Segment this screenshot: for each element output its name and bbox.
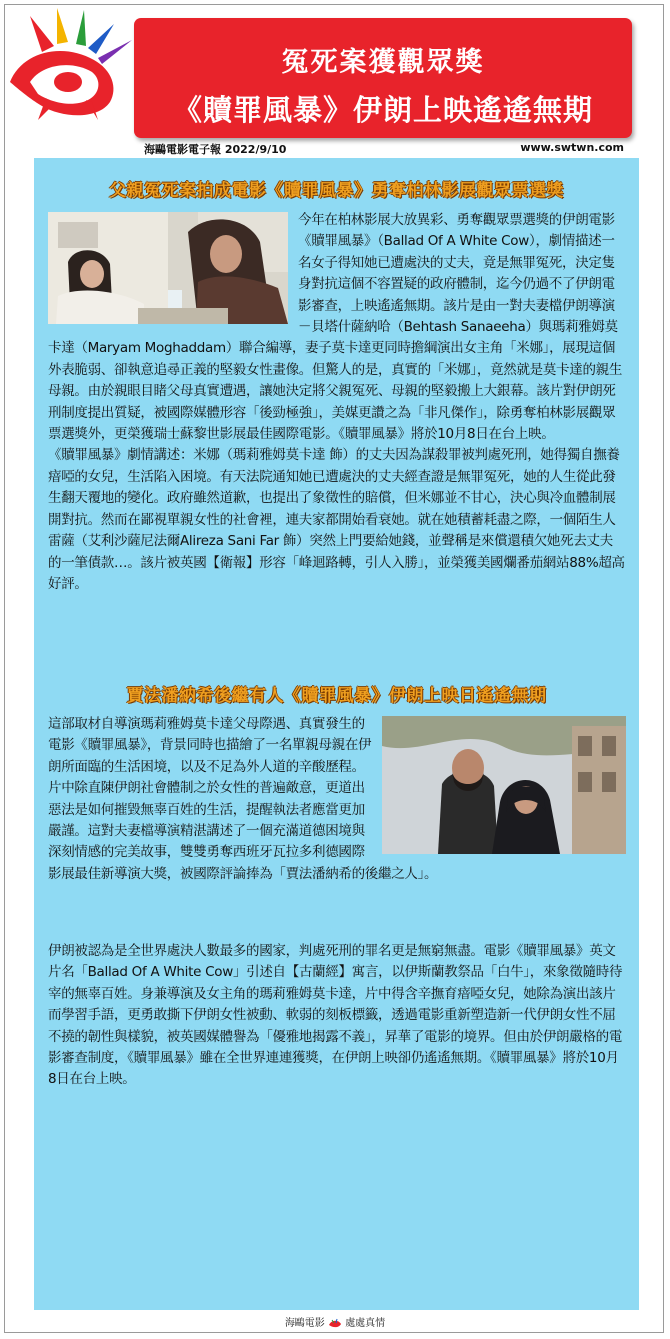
section-heading-2: 賈法潘納希後繼有人《贖罪風暴》伊朗上映日遙遙無期 — [126, 686, 547, 706]
section-heading-1: 父親冤死案拍成電影《贖罪風暴》勇奪柏林影展觀眾票選獎 — [109, 181, 564, 201]
paragraph-4: 伊朗被認為是全世界處決人數最多的國家，判處死刑的罪名更是無窮無盡。電影《贖罪風暴》英文片名「Ballad Of A White Cow」引述自【古蘭經】寓言，以伊斯蘭教祭品「白牛」，來象徵隨時待宰的無辜百姓。身兼導演及女主角的瑪莉雅姆莫卡達，片中得含辛撫育瘖啞女兒，她除為演出該片而學習手語，更勇敢撕下伊朗女性被動、軟弱的刻板標籤，透過電影重新塑造新一代伊朗女性不屈不撓的韌性與樣貌，被英國媒體譽為「優雅地揭露不義」，昇華了電影的境界。但由於伊朗嚴格的電影審查制度，《贖罪風暴》雖在全世界連連獲獎，在伊朗上映卻仍遙遙無期。《贖罪風暴》將於10月8日在台上映。 — [48, 943, 623, 1088]
paragraph-1: 今年在柏林影展大放異彩、勇奪觀眾票選獎的伊朗電影《贖罪風暴》（Ballad Of A White Cow），劇情描述一名女子得知她已遭處決的丈夫，竟是無罪冤死，決定隻身對抗這個不容置疑的政府體制，迄今仍過不了伊朗電影審查，上映遙遙無期。該片是由一對夫妻檔伊朗導演－貝塔什薩納哈（Behtash Sanaeeha）與瑪莉雅姆莫卡達（Maryam Moghaddam）聯合編導，妻子莫卡達更同時擔綱演出女主角「米娜」，展現這個外表脆弱、卻執意追尋正義的堅毅女性畫像。但驚人的是，真實的「米娜」，竟然就是莫卡達的親生母親。由於親眼目睹父母真實遭遇，讓她決定將父親冤死、母親的堅毅搬上大銀幕。該片對伊朗死刑制度提出質疑，被國際媒體形容「後勁極強」，美媒更讚之為「非凡傑作」，除勇奪柏林影展觀眾票選獎外，更榮獲瑞士蘇黎世影展最佳國際電影。《贖罪風暴》將於10月8日在台上映。 — [48, 212, 623, 443]
headline-banner — [134, 18, 632, 138]
paragraph-3: 這部取材自導演瑪莉雅姆莫卡達父母際遇、真實發生的電影《贖罪風暴》，背景同時也描繪了一名單親母親在伊朗所面臨的生活困境，以及不足為外人道的辛酸歷程。片中除直陳伊朗社會體制之於女性的普遍敵意，更道出惡法是如何摧毀無辜百姓的生活，提醒執法者應當更加嚴謹。這對夫妻檔導演精湛講述了一個充滿道德困境與深刻情感的完美故事，雙雙勇奪西班牙瓦拉多利德國際影展最佳新導演大獎，被國際評論捧為「賈法潘納希的後繼之人」。 — [48, 716, 438, 882]
article-block-3 — [48, 941, 626, 1091]
footer-slogan — [0, 1314, 670, 1329]
article-panel — [34, 158, 639, 1310]
footer-brand: 海鷗電影 — [284, 1318, 325, 1329]
headline-line2: 《贖罪風暴》伊朗上映遙遙無期 — [172, 93, 593, 127]
footer-tagline: 處處真情 — [345, 1318, 386, 1329]
film-still-mother-daughter — [48, 212, 288, 324]
seagull-mini-icon — [328, 1317, 342, 1329]
seagull-logo — [2, 2, 138, 122]
article-block-2 — [48, 714, 626, 885]
paragraph-2: 《贖罪風暴》劇情講述：米娜（瑪莉雅姆莫卡達 飾）的丈夫因為謀殺罪被判處死刑，她得獨自撫養瘖啞的女兒，生活陷入困境。有天法院通知她已遭處決的丈夫經查證是無罪冤死，她的人生從此發生翻天覆地的變化。政府雖然道歉，也提出了象徵性的賠償，但米娜並不甘心，決心與冷血體制展開對抗。然而在鄙視單親女性的社會裡，連夫家都開始看衰她。就在她積蓄耗盡之際，一個陌生人雷薩（艾利沙薩尼法爾Alireza Sani Far 飾）突然上門要給她錢，並聲稱是來償還積欠她死去丈夫的一筆債款…。該片被英國【衛報】形容「峰迴路轉，引人入勝」，並榮獲美國爛番茄網站88%超高好評。 — [48, 447, 625, 592]
headline-line1: 冤死案獲觀眾獎 — [281, 47, 485, 78]
directors-photo — [382, 716, 626, 854]
website-link[interactable]: www.swtwn.com — [520, 141, 624, 154]
article-block-1 — [48, 210, 626, 595]
publisher-date: 海鷗電影電子報 2022/9/10 — [144, 143, 287, 156]
